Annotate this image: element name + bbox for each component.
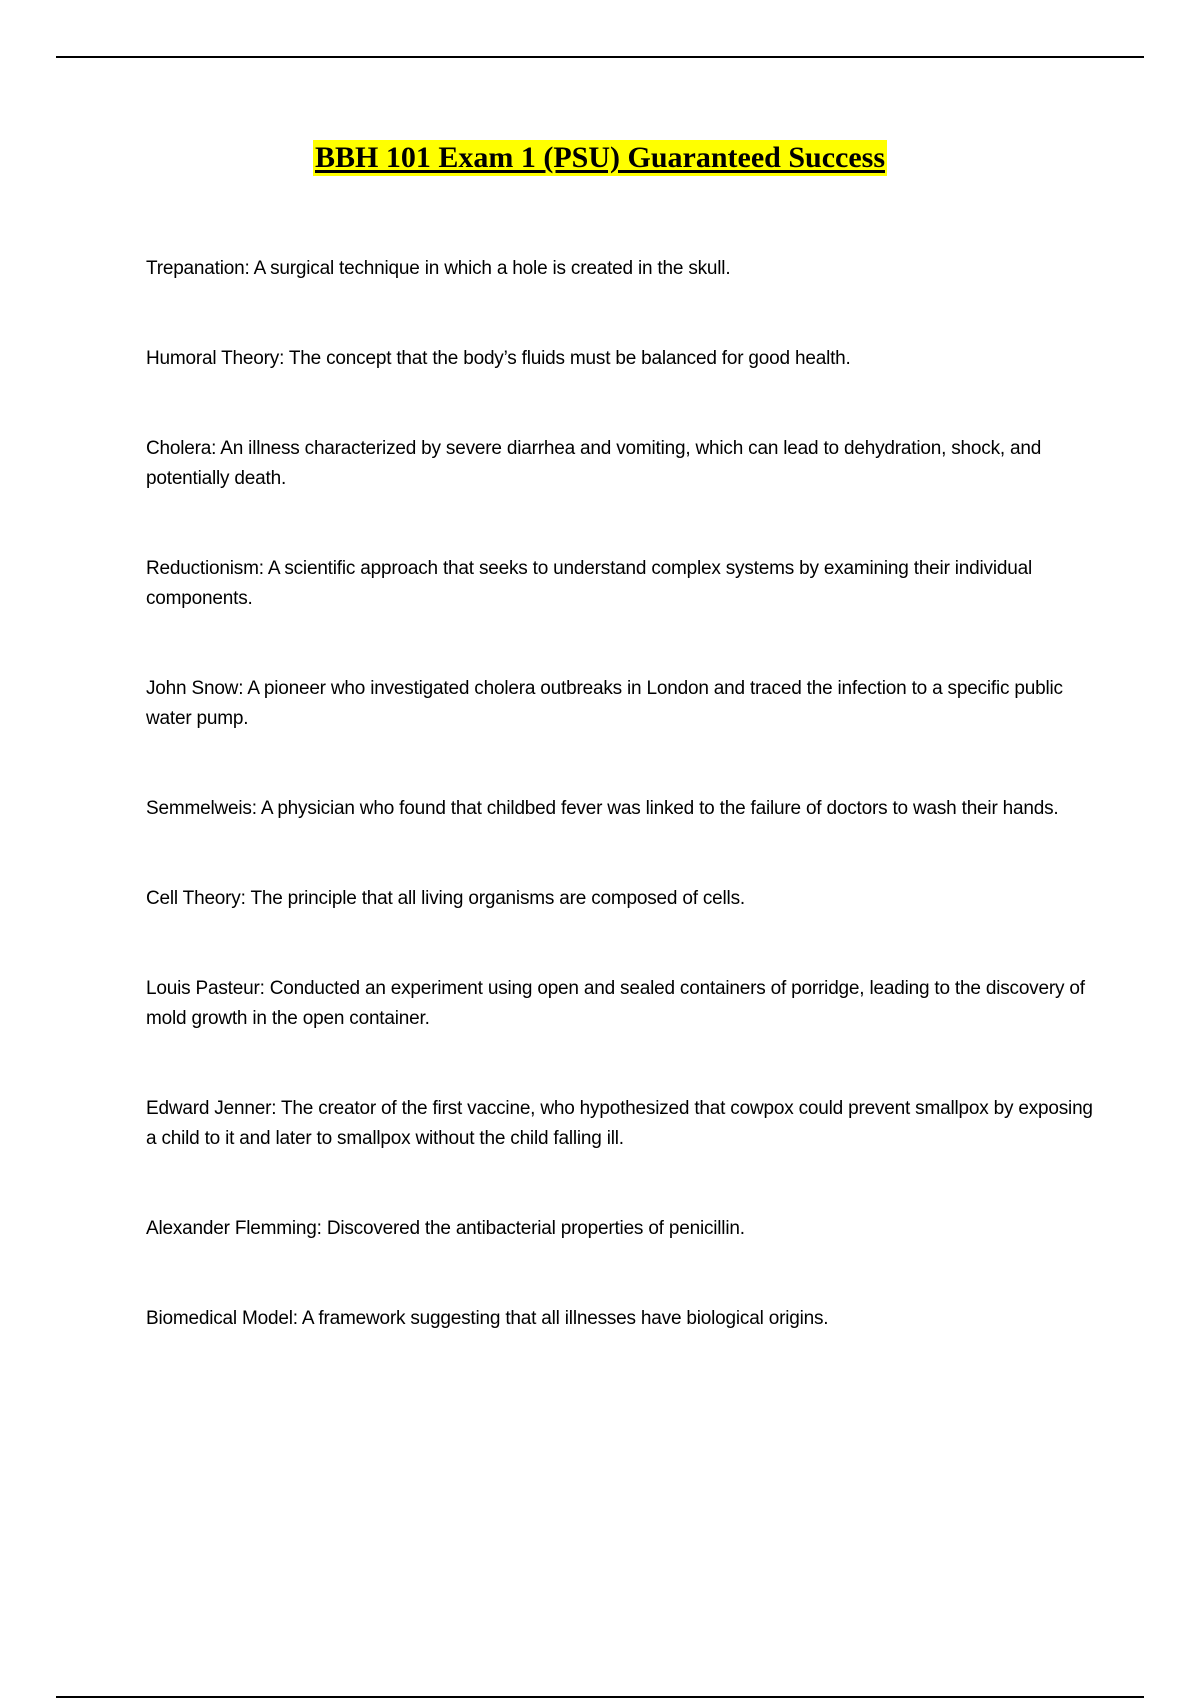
glossary-entry <box>146 554 1096 614</box>
entry-term: Trepanation : <box>146 258 254 279</box>
entry-definition: A pioneer who investigated cholera outbreaks in London and traced the infection to a specific public water pump. <box>146 678 1063 729</box>
document-title: BBH 101 Exam 1 (PSU) Guaranteed Success <box>315 141 885 174</box>
entry-definition: Conducted an experiment using open and sealed containers of porridge, leading to the discovery of mold growth in the open container. <box>146 978 1085 1029</box>
entry-term: John Snow : <box>146 678 247 699</box>
glossary-entry <box>146 1094 1096 1154</box>
glossary-entry <box>146 434 1096 494</box>
entry-term: Louis Pasteur : <box>146 978 270 999</box>
entry-definition: The principle that all living organisms are composed of cells. <box>250 888 745 909</box>
glossary-entry <box>146 254 1096 284</box>
title-container <box>0 140 1200 176</box>
entry-term: Alexander Flemming : <box>146 1218 327 1239</box>
glossary-list <box>146 254 1096 1394</box>
entry-term: Humoral Theory : <box>146 348 289 369</box>
header-rule <box>56 56 1144 58</box>
entry-definition: The creator of the first vaccine, who hypothesized that cowpox could prevent smallpox by exposing a child to it and later to smallpox without the child falling ill. <box>146 1098 1093 1149</box>
entry-definition: A scientific approach that seeks to understand complex systems by examining their individual components. <box>146 558 1033 609</box>
entry-term: Biomedical Model : <box>146 1308 302 1329</box>
entry-term: Edward Jenner : <box>146 1098 281 1119</box>
entry-definition: A surgical technique in which a hole is created in the skull. <box>253 258 731 279</box>
entry-term: Reductionism : <box>146 558 268 579</box>
glossary-entry <box>146 344 1096 374</box>
entry-definition: Discovered the antibacterial properties of penicillin. <box>326 1218 745 1239</box>
glossary-entry <box>146 974 1096 1034</box>
entry-definition: A framework suggesting that all illnesses have biological origins. <box>301 1308 829 1329</box>
entry-term: Cholera : <box>146 438 220 459</box>
entry-term: Semmelweis : <box>146 798 261 819</box>
glossary-entry <box>146 674 1096 734</box>
footer-rule <box>56 1696 1144 1698</box>
glossary-entry <box>146 794 1096 824</box>
glossary-entry <box>146 1214 1096 1244</box>
glossary-entry <box>146 1304 1096 1334</box>
entry-definition: A physician who found that childbed fever was linked to the failure of doctors to wash their hands. <box>260 798 1059 819</box>
entry-definition: The concept that the body’s fluids must be balanced for good health. <box>288 348 851 369</box>
entry-term: Cell Theory : <box>146 888 250 909</box>
entry-definition: An illness characterized by severe diarrhea and vomiting, which can lead to dehydration, shock, and potentially death. <box>146 438 1042 489</box>
glossary-entry <box>146 884 1096 914</box>
